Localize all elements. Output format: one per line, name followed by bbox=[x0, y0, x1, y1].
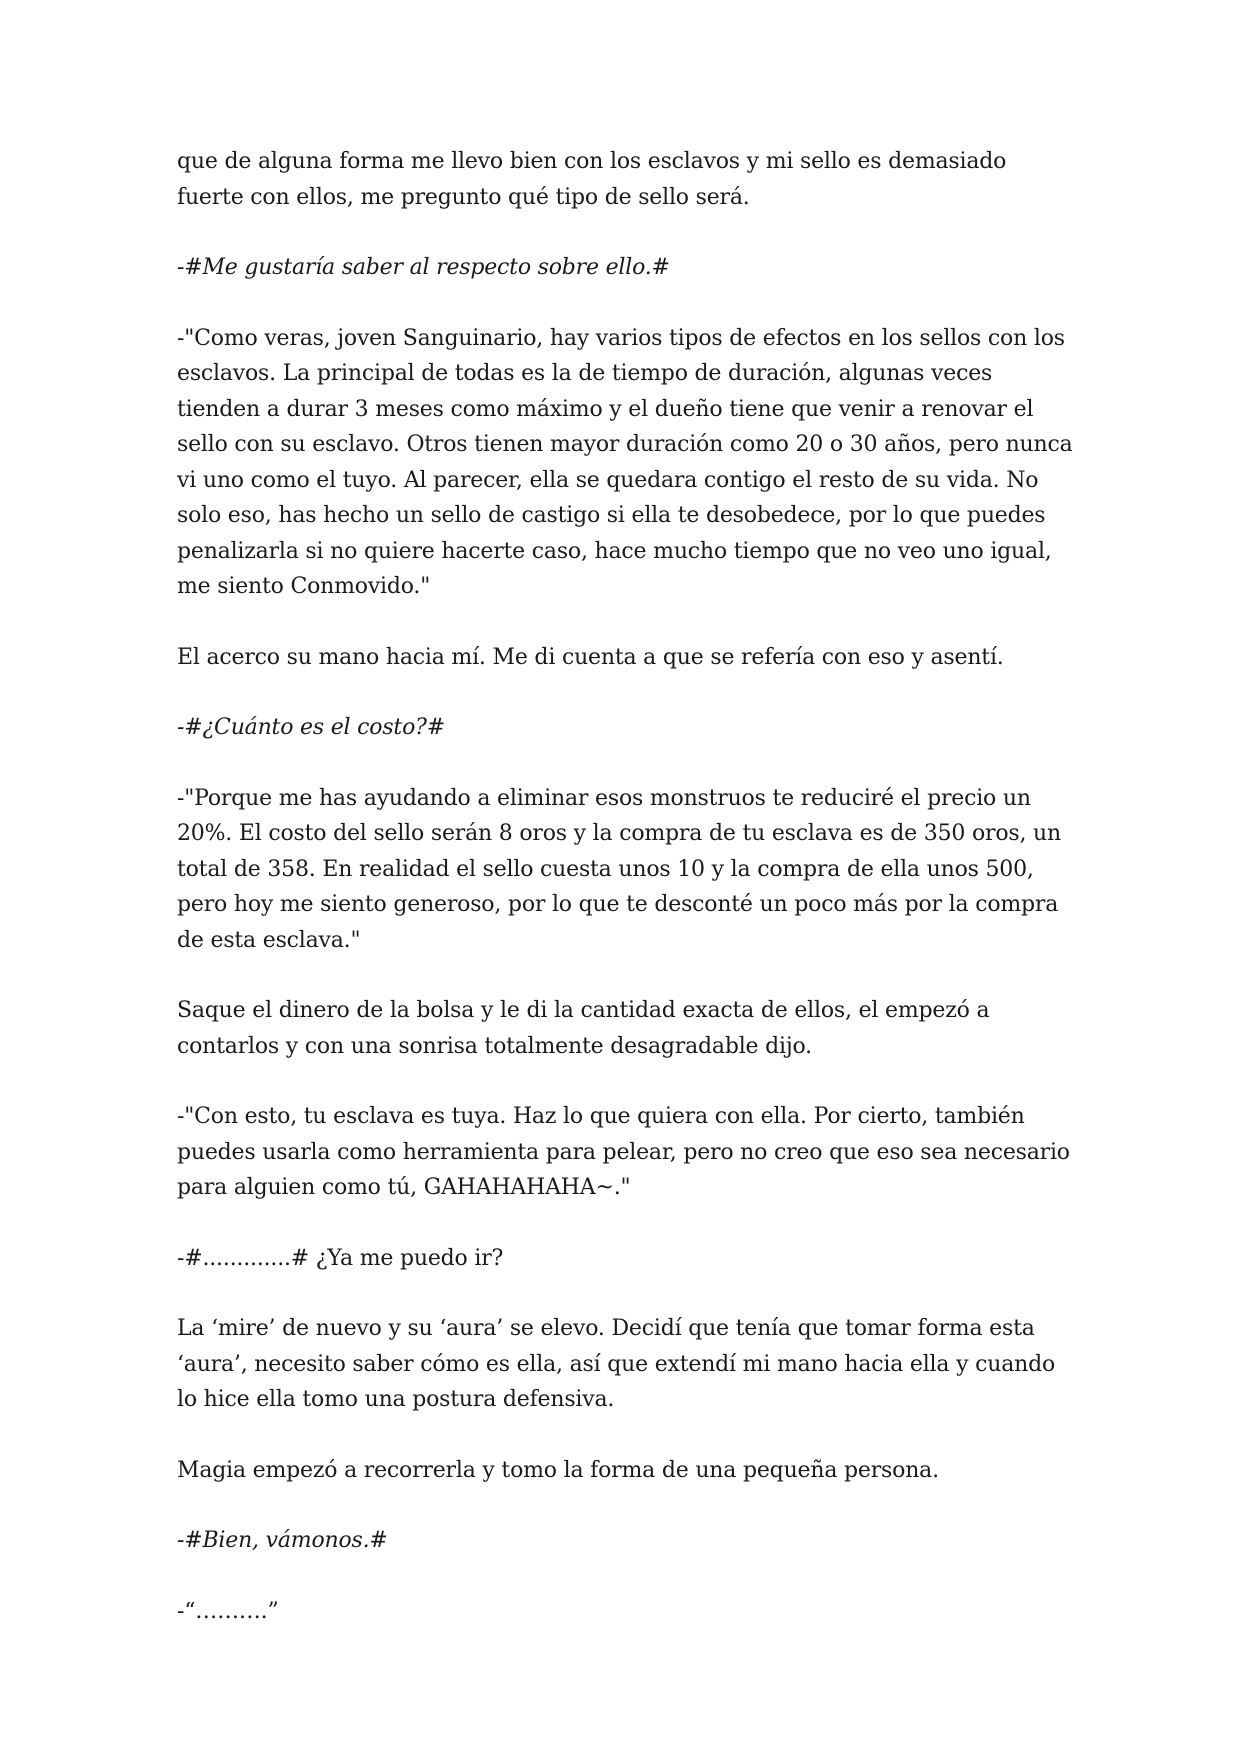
paragraph-italic: -#Bien, vámonos.# bbox=[177, 1528, 388, 1553]
paragraph: El acerco su mano hacia mí. Me di cuenta a que se refería con eso y asentí. bbox=[177, 644, 1004, 670]
paragraph: -“……….” bbox=[177, 1598, 279, 1624]
paragraph: que de alguna forma me llevo bien con los esclavos y mi sello es demasiado fuerte con ellos, me pregunto qué tipo de sello será. bbox=[177, 149, 1007, 210]
paragraph: -"Como veras, joven Sanguinario, hay varios tipos de efectos en los sellos con los esclavos. La principal de todas es la de tiempo de duración, algunas veces tienden a durar 3 meses como máximo y el dueño tiene que venir a renovar el sello con su esclavo. Otros tienen mayor duración como 20 o 30 años, pero nunca vi uno como el tuyo. Al parecer, ella se quedara contigo el resto de su vida. No solo eso, has hecho un sello de castigo si ella te desobedece, por lo que puedes penalizarla si no quiere hacerte caso, hace mucho tiempo que no veo uno igual, me siento Conmovido." bbox=[177, 325, 1073, 599]
page-body bbox=[177, 144, 1077, 1664]
paragraph: Saque el dinero de la bolsa y le di la cantidad exacta de ellos, el empezó a contarlos y con una sonrisa totalmente desagradable dijo. bbox=[177, 998, 990, 1059]
paragraph: -"Con esto, tu esclava es tuya. Haz lo que quiera con ella. Por cierto, también puedes usarla como herramienta para pelear, pero no creo que eso sea necesario para alguien como tú, GAHAHAHAHA~." bbox=[177, 1104, 1070, 1200]
paragraph: Magia empezó a recorrerla y tomo la forma de una pequeña persona. bbox=[177, 1457, 939, 1483]
paragraph: La ‘mire’ de nuevo y su ‘aura’ se elevo. Decidí que tenía que tomar forma esta ‘aura’, necesito saber cómo es ella, así que extendí mi mano hacia ella y cuando lo hice ella tomo una postura defensiva. bbox=[177, 1316, 1056, 1412]
paragraph-italic: -#Me gustaría saber al respecto sobre ello.# bbox=[177, 255, 670, 280]
paragraph: -#.............# ¿Ya me puedo ir? bbox=[177, 1245, 504, 1271]
paragraph-italic: -#¿Cuánto es el costo?# bbox=[177, 715, 445, 740]
paragraph: -"Porque me has ayudando a eliminar esos monstruos te reduciré el precio un 20%. El costo del sello serán 8 oros y la compra de tu esclava es de 350 oros, un total de 358. En realidad el sello cuesta unos 10 y la compra de ella unos 500, pero hoy me siento generoso, por lo que te desconté un poco más por la compra de esta esclava." bbox=[177, 785, 1061, 953]
